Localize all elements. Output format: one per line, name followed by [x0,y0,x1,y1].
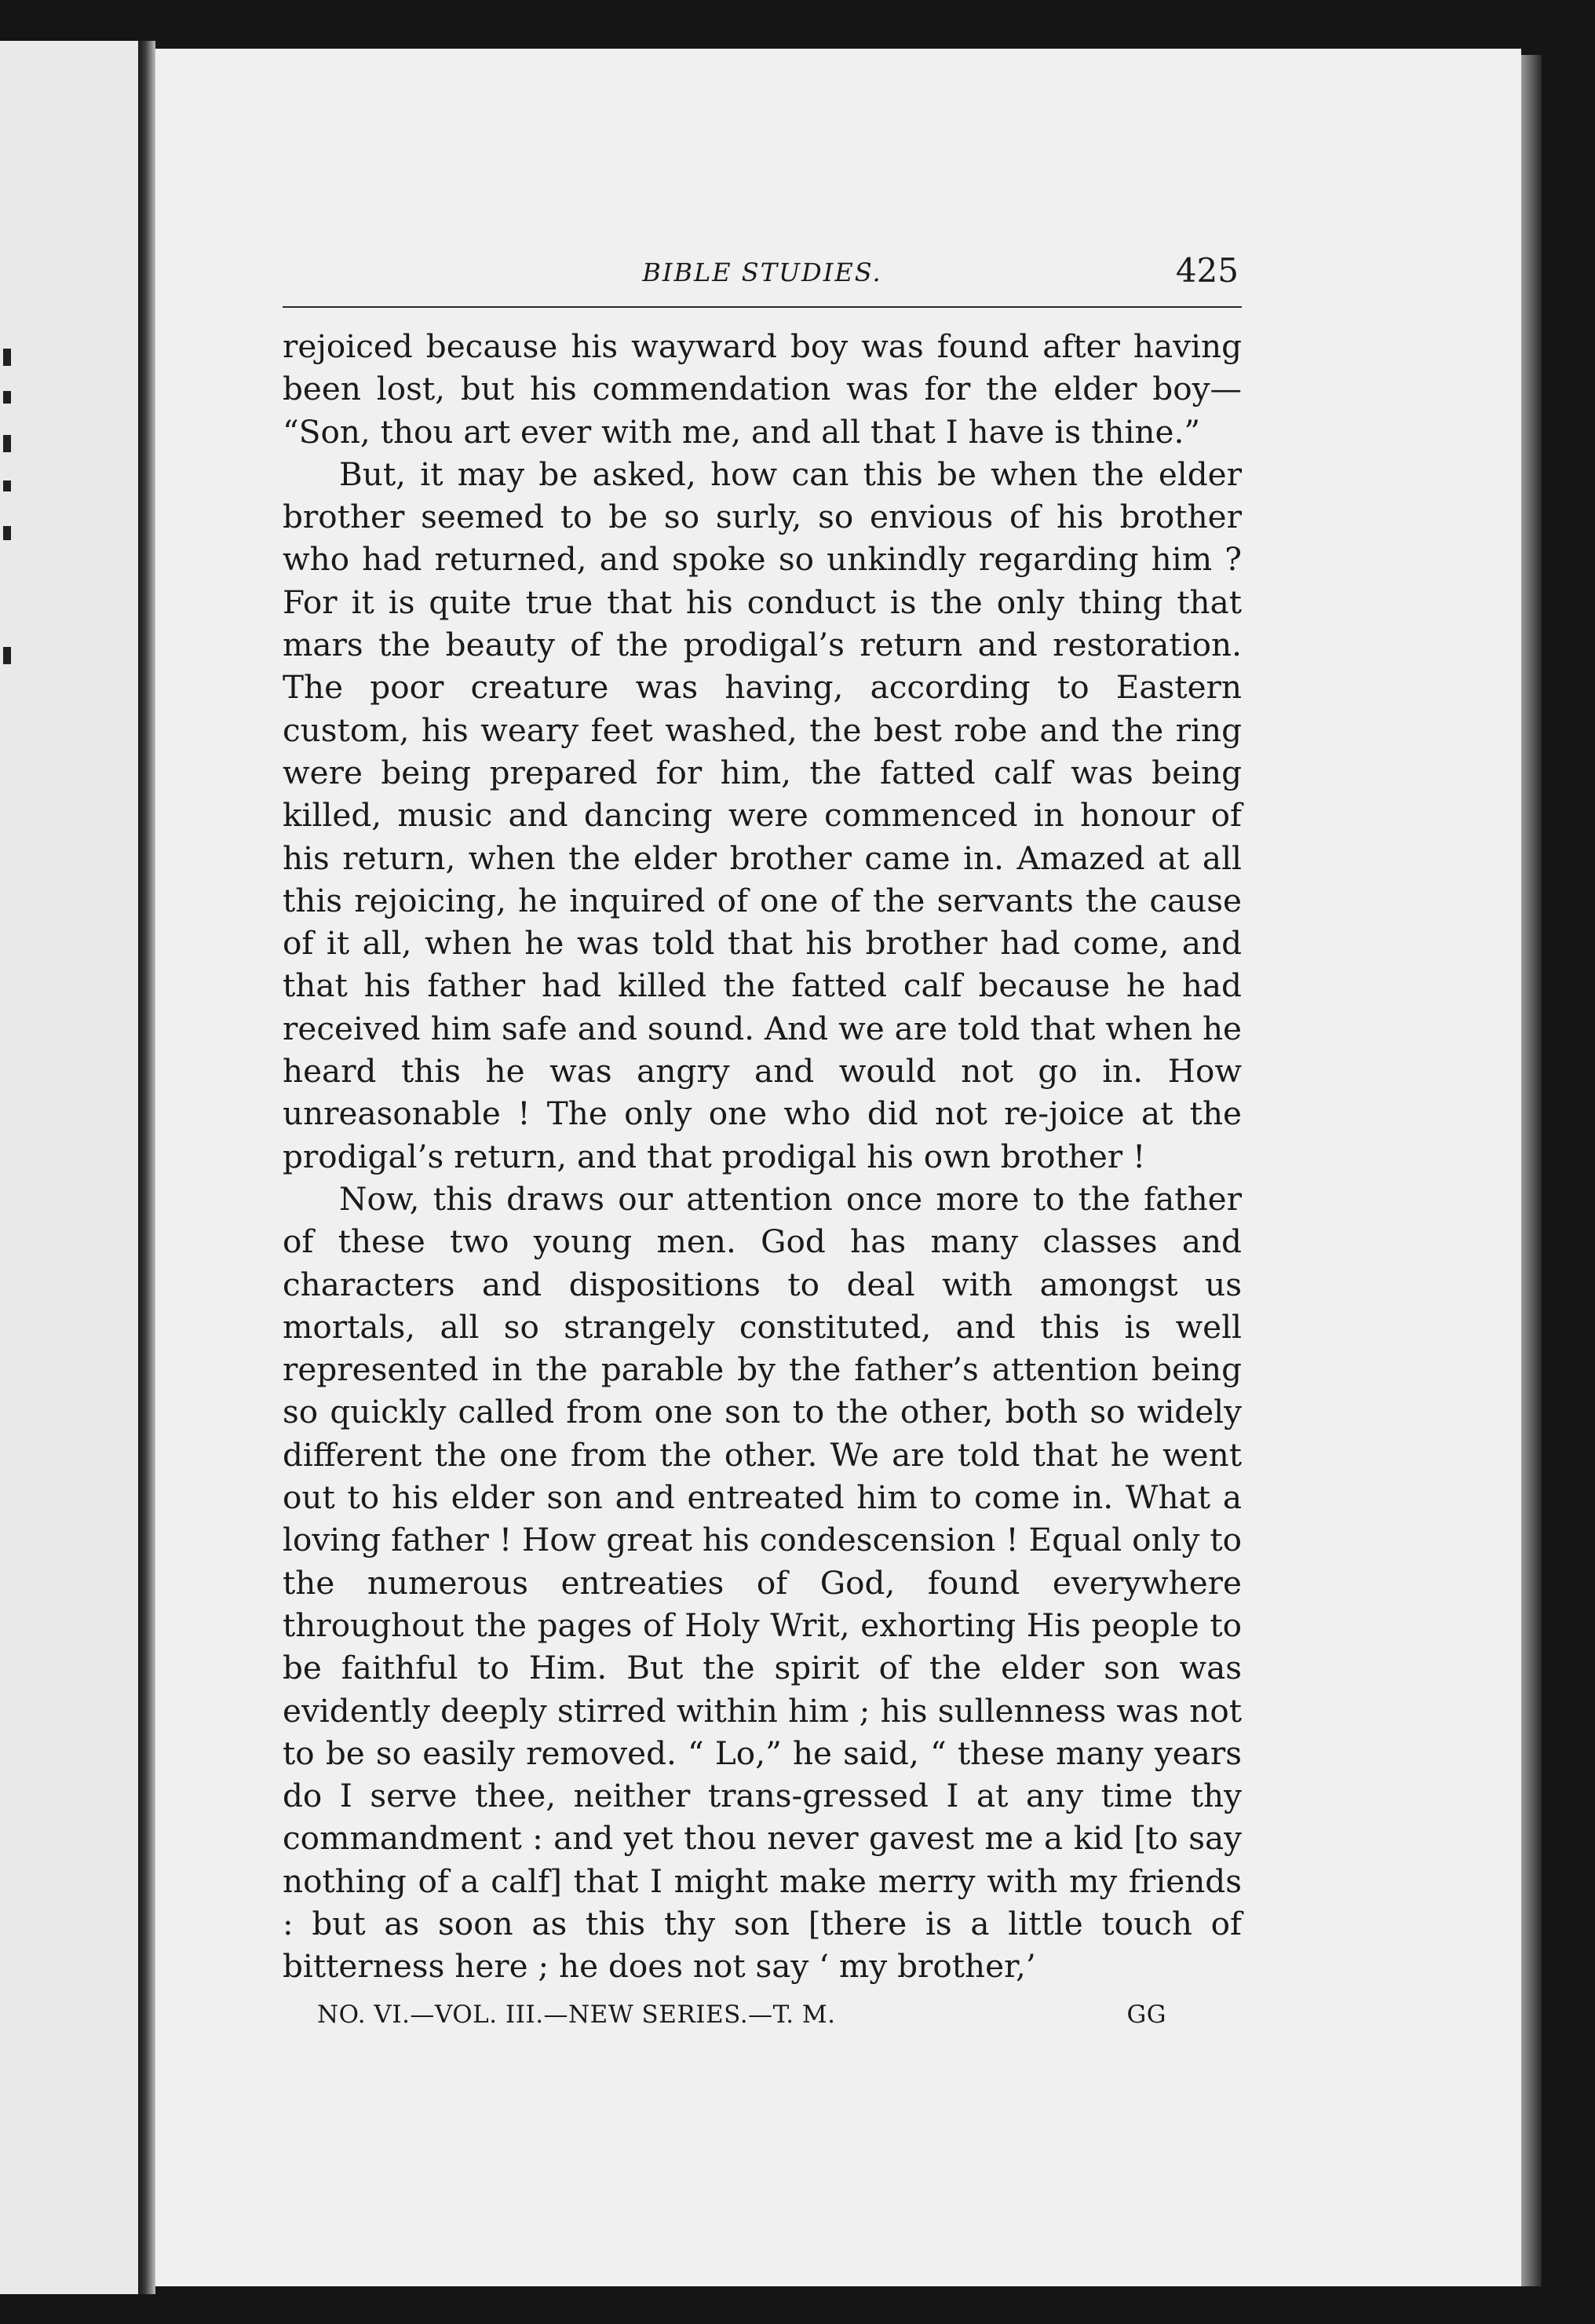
facing-page-text-fragment [3,481,11,491]
facing-page-text-fragment [3,435,11,452]
signature-mark: GG [1126,2000,1166,2029]
running-head [283,251,1242,308]
page-edge-shadow [1521,55,1542,2286]
facing-page-text-fragment [3,391,11,404]
signature-text: NO. VI.—VOL. III.—NEW SERIES.—T. M. [317,2000,836,2029]
text-block [283,251,1242,2034]
printer-signature-line [283,1994,1242,2034]
page-number: 425 [1175,251,1239,290]
book-page [155,49,1521,2286]
binding-gutter [138,41,155,2294]
paragraph: Now, this draws our attention once more to the father of these two young men. God has many classes and characters and dispositions to deal with amongst us mortals, all so strangely constituted, and this is well represented in the parable by the father’s attention being so quickly called from one son to the other, both so widely different the one from the other. We are told that he went out to his elder son and entreated him to come in. What a loving father ! How great his condescension ! Equal only to the numerous entreaties of God, found everywhere throughout the pages of Holy Writ, exhorting His people to be faithful to Him. But the spirit of the elder son was evidently deeply stirred within him ; his sullenness was not to be so easily removed. “ Lo,” he said, “ these many years do I serve thee, neither trans-gressed I at any time thy commandment : and yet thou never gavest me a kid [to say nothing of a calf] that I might make merry with my friends : but as soon as this thy son [there is a little touch of bitterness here ; he does not say ‘ my brother,’ [283,1179,1242,1986]
running-title: BIBLE STUDIES. [642,258,882,287]
facing-page-text-fragment [3,349,11,366]
paragraph: rejoiced because his wayward boy was found after having been lost, but his commendation was for the elder boy— “Son, thou art ever with me, and all that I have is thine.” [283,327,1242,451]
facing-page-edge [0,41,138,2294]
paragraph: But, it may be asked, how can this be when the elder brother seemed to be so surly, so envious of his brother who had returned, and spoke so unkindly regarding him ? For it is quite true that his conduct is the only thing that mars the beauty of the prodigal’s return and restoration. The poor creature was having, according to Eastern custom, his weary feet washed, the best robe and the ring were being prepared for him, the fatted calf was being killed, music and dancing were commenced in honour of his return, when the elder brother came in. Amazed at all this rejoicing, he inquired of one of the servants the cause of it all, when he was told that his brother had come, and that his father had killed the fatted calf because he had received him safe and sound. And we are told that when he heard this he was angry and would not go in. How unreasonable ! The only one who did not re-joice at the prodigal’s return, and that prodigal his own brother ! [283,455,1242,1175]
facing-page-text-fragment [3,526,11,540]
body-text [283,325,1242,1988]
facing-page-text-fragment [3,647,11,664]
